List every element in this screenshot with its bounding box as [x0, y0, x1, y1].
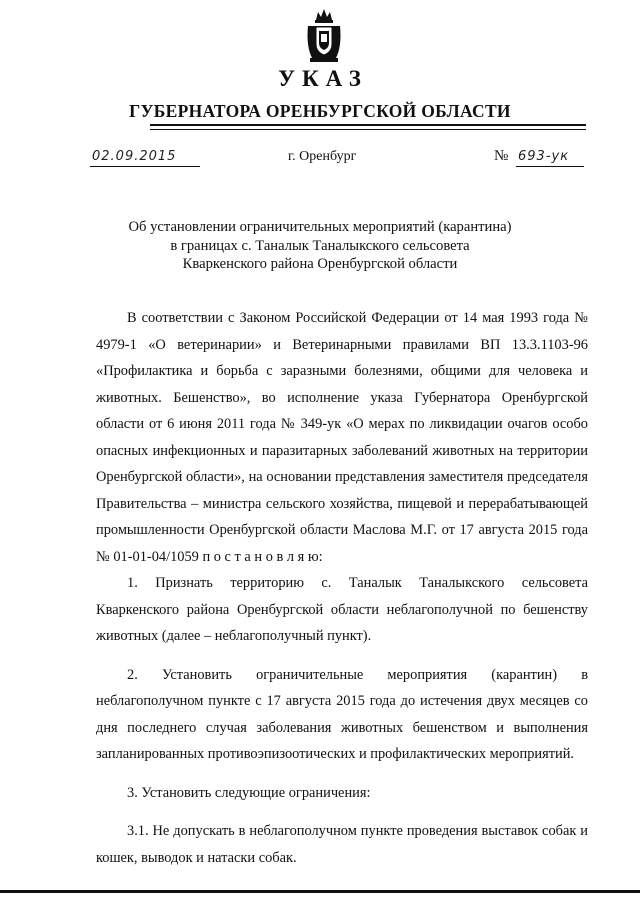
heading-line-1: Об установлении ограничительных мероприятий (карантина): [128, 219, 512, 235]
paragraph-2: 2. Установить ограничительные мероприятия (карантин) в неблагополучном пункте с 17 августа 2015 года до истечения двух месяцев со дня последнего случая заболевания животных бешенством и выполнения запланированных противоэпизоотических и профилактических мероприятий.: [96, 666, 588, 762]
paragraph-3-1: 3.1. Не допускать в неблагополучном пункте проведения выставок собак и кошек, выводок и натаски собак.: [96, 823, 588, 866]
paragraph-1: 1. Признать территорию с. Таналык Таналыкского сельсовета Кваркенского района Оренбургской области неблагополучной по бешенству животных (далее – неблагополучный пункт).: [96, 575, 588, 644]
paragraph-3: 3. Установить следующие ограничения:: [127, 784, 371, 801]
decree-heading: [0, 218, 640, 274]
issuer-title: ГУБЕРНАТОРА ОРЕНБУРГСКОЙ ОБЛАСТИ: [129, 101, 511, 121]
document-type-title: УКАЗ: [278, 66, 368, 91]
document-city: г. Оренбург: [288, 149, 357, 164]
header-rule-thick: [150, 124, 586, 126]
number-underline: [516, 166, 584, 167]
document-date: 02.09.2015: [92, 149, 177, 164]
page-bottom-rule: [0, 890, 640, 893]
heading-line-2: в границах с. Таналык Таналыкского сельсовета: [170, 237, 470, 254]
intro-paragraph: В соответствии с Законом Российской Федерации от 14 мая 1993 года № 4979-1 «О ветеринарии» и Ветеринарными правилами ВП 13.3.1103-96 «Профилактика и борьба с заразными болезнями, общими для человека и животных. Бешенство», во исполнение указа Губернатора Оренбургской области от 6 июня 2011 года № 349-ук «О мерах по ликвидации очагов особо опасных инфекционных и паразитарных заболеваний животных на территории Оренбургской области», на основании представления заместителя председателя Правительства – министра сельского хозяйства, пищевой и перерабатывающей промышленности Оренбургской области Маслова М.Г. от 17 августа 2015 года № 01-01-04/1059 п о с т а н о в л я ю:: [96, 310, 588, 565]
coat-of-arms-emblem: [304, 6, 344, 64]
header-rule-thin: [150, 129, 586, 130]
number-label: №: [494, 148, 509, 164]
decree-body: [96, 305, 588, 885]
document-number: 693-ук: [518, 149, 570, 164]
date-underline: [90, 166, 200, 167]
heading-line-3: Кваркенского района Оренбургской области: [182, 256, 458, 272]
